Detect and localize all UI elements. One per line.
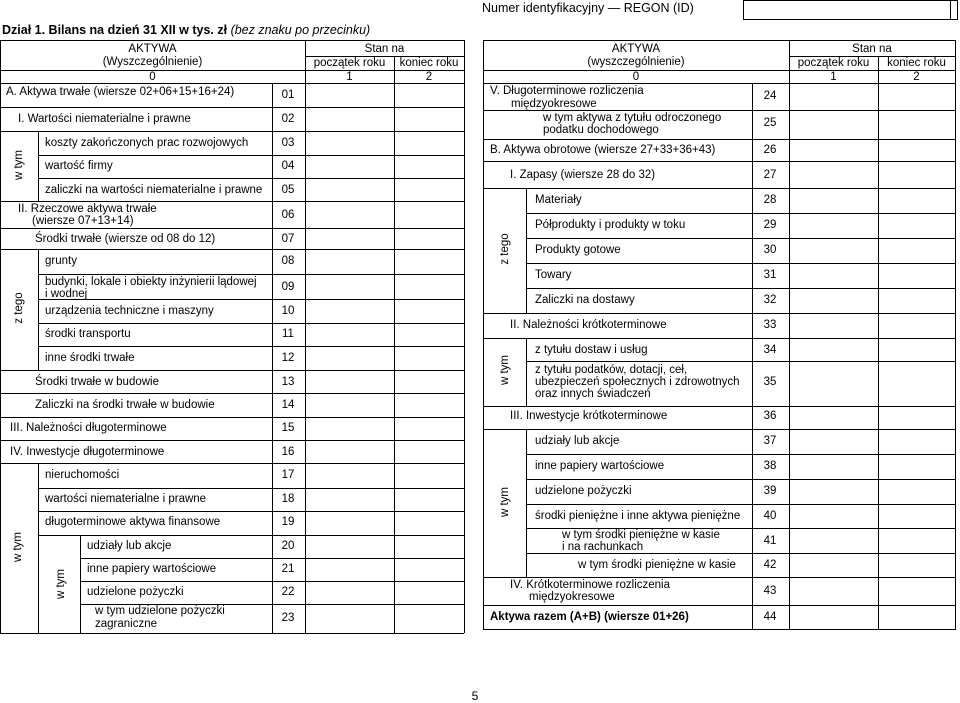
- row-21: inne papiery wartościowe: [87, 563, 217, 575]
- w-tym-label-5: w tym: [499, 486, 511, 518]
- regon-input-box[interactable]: [743, 0, 958, 20]
- row-number: 07: [281, 233, 295, 245]
- left-col0: 0: [149, 71, 156, 83]
- row-25-line1: w tym aktywa z tytułu odroczonego: [543, 112, 722, 124]
- row-number: 23: [281, 612, 295, 624]
- row-32: Zaliczki na dostawy: [535, 294, 635, 306]
- row-A-aktywa-trwale: A. Aktywa trwałe (wiersze 02+06+15+16+24): [6, 86, 235, 98]
- row-number: 02: [281, 113, 295, 125]
- regon-box-divider: [950, 0, 951, 19]
- row-43-line1: IV. Krótkoterminowe rozliczenia: [510, 579, 671, 591]
- row-number: 16: [281, 446, 295, 458]
- row-16: IV. Inwestycje długoterminowe: [10, 446, 165, 458]
- right-wyszczegolnienie-header: (wyszczególnienie): [587, 56, 685, 68]
- right-poczatek-header: początek roku: [797, 57, 870, 69]
- row-number: 21: [281, 563, 295, 575]
- regon-label: Numer identyfikacyjny — REGON (ID): [482, 1, 694, 15]
- row-number: 08: [281, 255, 295, 267]
- row-07: Środki trwałe (wiersze od 08 do 12): [35, 233, 216, 245]
- right-aktywa-header: AKTYWA: [611, 43, 661, 55]
- left-col1: 1: [346, 71, 353, 83]
- row-number: 33: [763, 319, 777, 331]
- row-06-line1: II. Rzeczowe aktywa trwałe: [18, 203, 157, 215]
- row-06-line2: (wiersze 07+13+14): [32, 215, 134, 227]
- row-40: środki pieniężne i inne aktywa pieniężne: [535, 510, 741, 522]
- row-22: udzielone pożyczki: [87, 586, 184, 598]
- z-tego-label-2: z tego: [499, 233, 511, 265]
- row-19: długoterminowe aktywa finansowe: [45, 516, 221, 528]
- row-number: 05: [281, 184, 295, 196]
- row-number: 18: [281, 493, 295, 505]
- row-23-line2: zagraniczne: [95, 618, 158, 630]
- row-number: 09: [281, 281, 295, 293]
- row-09-line2: i wodnej: [45, 288, 88, 300]
- row-20: udziały lub akcje: [87, 540, 172, 552]
- row-24-line2: międzyokresowe: [511, 98, 597, 110]
- row-41-line2: i na rachunkach: [562, 541, 644, 553]
- row-35-line2: ubezpieczeń społecznych i zdrowotnych: [535, 376, 740, 388]
- row-number: 14: [281, 399, 295, 411]
- right-koniec-header: koniec roku: [887, 57, 946, 69]
- row-number: 44: [763, 611, 777, 623]
- row-38: inne papiery wartościowe: [535, 460, 665, 472]
- row-number: 35: [763, 376, 777, 388]
- row-number: 30: [763, 244, 777, 256]
- row-03: koszty zakończonych prac rozwojowych: [45, 137, 249, 149]
- row-23-line1: w tym udzielone pożyczki: [95, 605, 225, 617]
- row-34: z tytułu dostaw i usług: [535, 344, 648, 356]
- row-44-aktywa-razem: Aktywa razem (A+B) (wiersze 01+26): [490, 611, 689, 623]
- row-30: Produkty gotowe: [535, 244, 621, 256]
- left-col2: 2: [425, 71, 433, 83]
- section-title: Dział 1. Bilans na dzień 31 XII w tys. zł (bez znaku po przecinku): [2, 23, 371, 37]
- row-number: 06: [281, 209, 295, 221]
- row-number: 24: [763, 90, 777, 102]
- row-25-line2: podatku dochodowego: [543, 124, 659, 136]
- row-12: inne środki trwałe: [45, 352, 135, 364]
- row-43-line2: międzyokresowe: [529, 591, 615, 603]
- row-number: 40: [763, 510, 777, 522]
- left-wyszczegolnienie-header: (Wyszczególnienie): [102, 56, 203, 68]
- right-stan-na-header: Stan na: [852, 43, 892, 55]
- row-number: 27: [763, 169, 777, 181]
- row-number: 15: [281, 422, 295, 434]
- row-number: 04: [281, 160, 295, 172]
- row-35-line3: oraz innych świadczeń: [535, 388, 651, 400]
- row-02-wartosci-niematerialne: I. Wartości niematerialne i prawne: [18, 113, 191, 125]
- row-05: zaliczki na wartości niematerialne i prawne: [45, 184, 263, 196]
- w-tym-label-2: w tym: [12, 531, 24, 563]
- row-number: 26: [763, 144, 777, 156]
- row-29: Półprodukty i produkty w toku: [535, 219, 686, 231]
- row-number: 10: [281, 305, 295, 317]
- row-number: 38: [763, 460, 777, 472]
- page-number: 5: [471, 689, 479, 703]
- row-11: środki transportu: [45, 328, 131, 340]
- row-number: 37: [763, 435, 777, 447]
- row-number: 17: [281, 469, 295, 481]
- row-number: 42: [763, 559, 777, 571]
- row-number: 01: [281, 89, 295, 101]
- row-13: Środki trwałe w budowie: [35, 376, 160, 388]
- row-number: 13: [281, 376, 295, 388]
- row-31: Towary: [535, 269, 572, 281]
- row-36: III. Inwestycje krótkoterminowe: [510, 410, 668, 422]
- row-number: 19: [281, 516, 295, 528]
- right-col0: 0: [632, 71, 640, 83]
- z-tego-label-1: z tego: [13, 292, 25, 324]
- row-10: urządzenia techniczne i maszyny: [45, 305, 214, 317]
- row-number: 11: [282, 328, 294, 340]
- row-number: 41: [763, 535, 777, 547]
- row-number: 28: [763, 194, 777, 206]
- row-09-line1: budynki, lokale i obiekty inżynierii lądowej: [45, 276, 257, 288]
- row-28: Materiały: [535, 194, 582, 206]
- row-15: III. Należności długoterminowe: [10, 422, 167, 434]
- w-tym-label-3: w tym: [55, 568, 67, 600]
- row-number: 31: [763, 269, 777, 281]
- left-stan-na-header: Stan na: [364, 43, 405, 55]
- row-number: 22: [281, 586, 295, 598]
- row-41-line1: w tym środki pieniężne w kasie: [562, 529, 720, 541]
- row-24-line1: V. Długoterminowe rozliczenia: [490, 85, 644, 97]
- row-35-line1: z tytułu podatków, dotacji, ceł,: [535, 364, 688, 376]
- row-17: nieruchomości: [45, 469, 120, 481]
- row-26: B. Aktywa obrotowe (wiersze 27+33+36+43): [490, 144, 716, 156]
- row-number: 20: [281, 540, 295, 552]
- row-18: wartości niematerialne i prawne: [45, 493, 207, 505]
- row-number: 12: [281, 352, 295, 364]
- row-number: 34: [763, 344, 777, 356]
- row-14: Zaliczki na środki trwałe w budowie: [35, 399, 215, 411]
- row-04: wartość firmy: [45, 160, 113, 172]
- w-tym-label-4: w tym: [499, 354, 511, 386]
- row-number: 25: [763, 117, 777, 129]
- row-39: udzielone pożyczki: [535, 485, 632, 497]
- row-number: 36: [763, 410, 777, 422]
- row-number: 43: [763, 585, 777, 597]
- row-42: w tym środki pieniężne w kasie: [578, 559, 736, 571]
- row-number: 39: [763, 485, 777, 497]
- row-number: 03: [281, 137, 295, 149]
- right-col1: 1: [830, 71, 837, 83]
- left-aktywa-header: AKTYWA: [128, 43, 177, 55]
- right-col2: 2: [913, 71, 920, 83]
- row-08: grunty: [45, 255, 77, 267]
- row-33: II. Należności krótkoterminowe: [510, 319, 667, 331]
- w-tym-label-1: w tym: [13, 149, 25, 181]
- left-koniec-header: koniec roku: [399, 57, 459, 69]
- left-poczatek-header: początek roku: [313, 57, 386, 69]
- row-number: 29: [763, 219, 777, 231]
- row-number: 32: [763, 294, 777, 306]
- row-27: I. Zapasy (wiersze 28 do 32): [510, 169, 656, 181]
- row-37: udziały lub akcje: [535, 435, 620, 447]
